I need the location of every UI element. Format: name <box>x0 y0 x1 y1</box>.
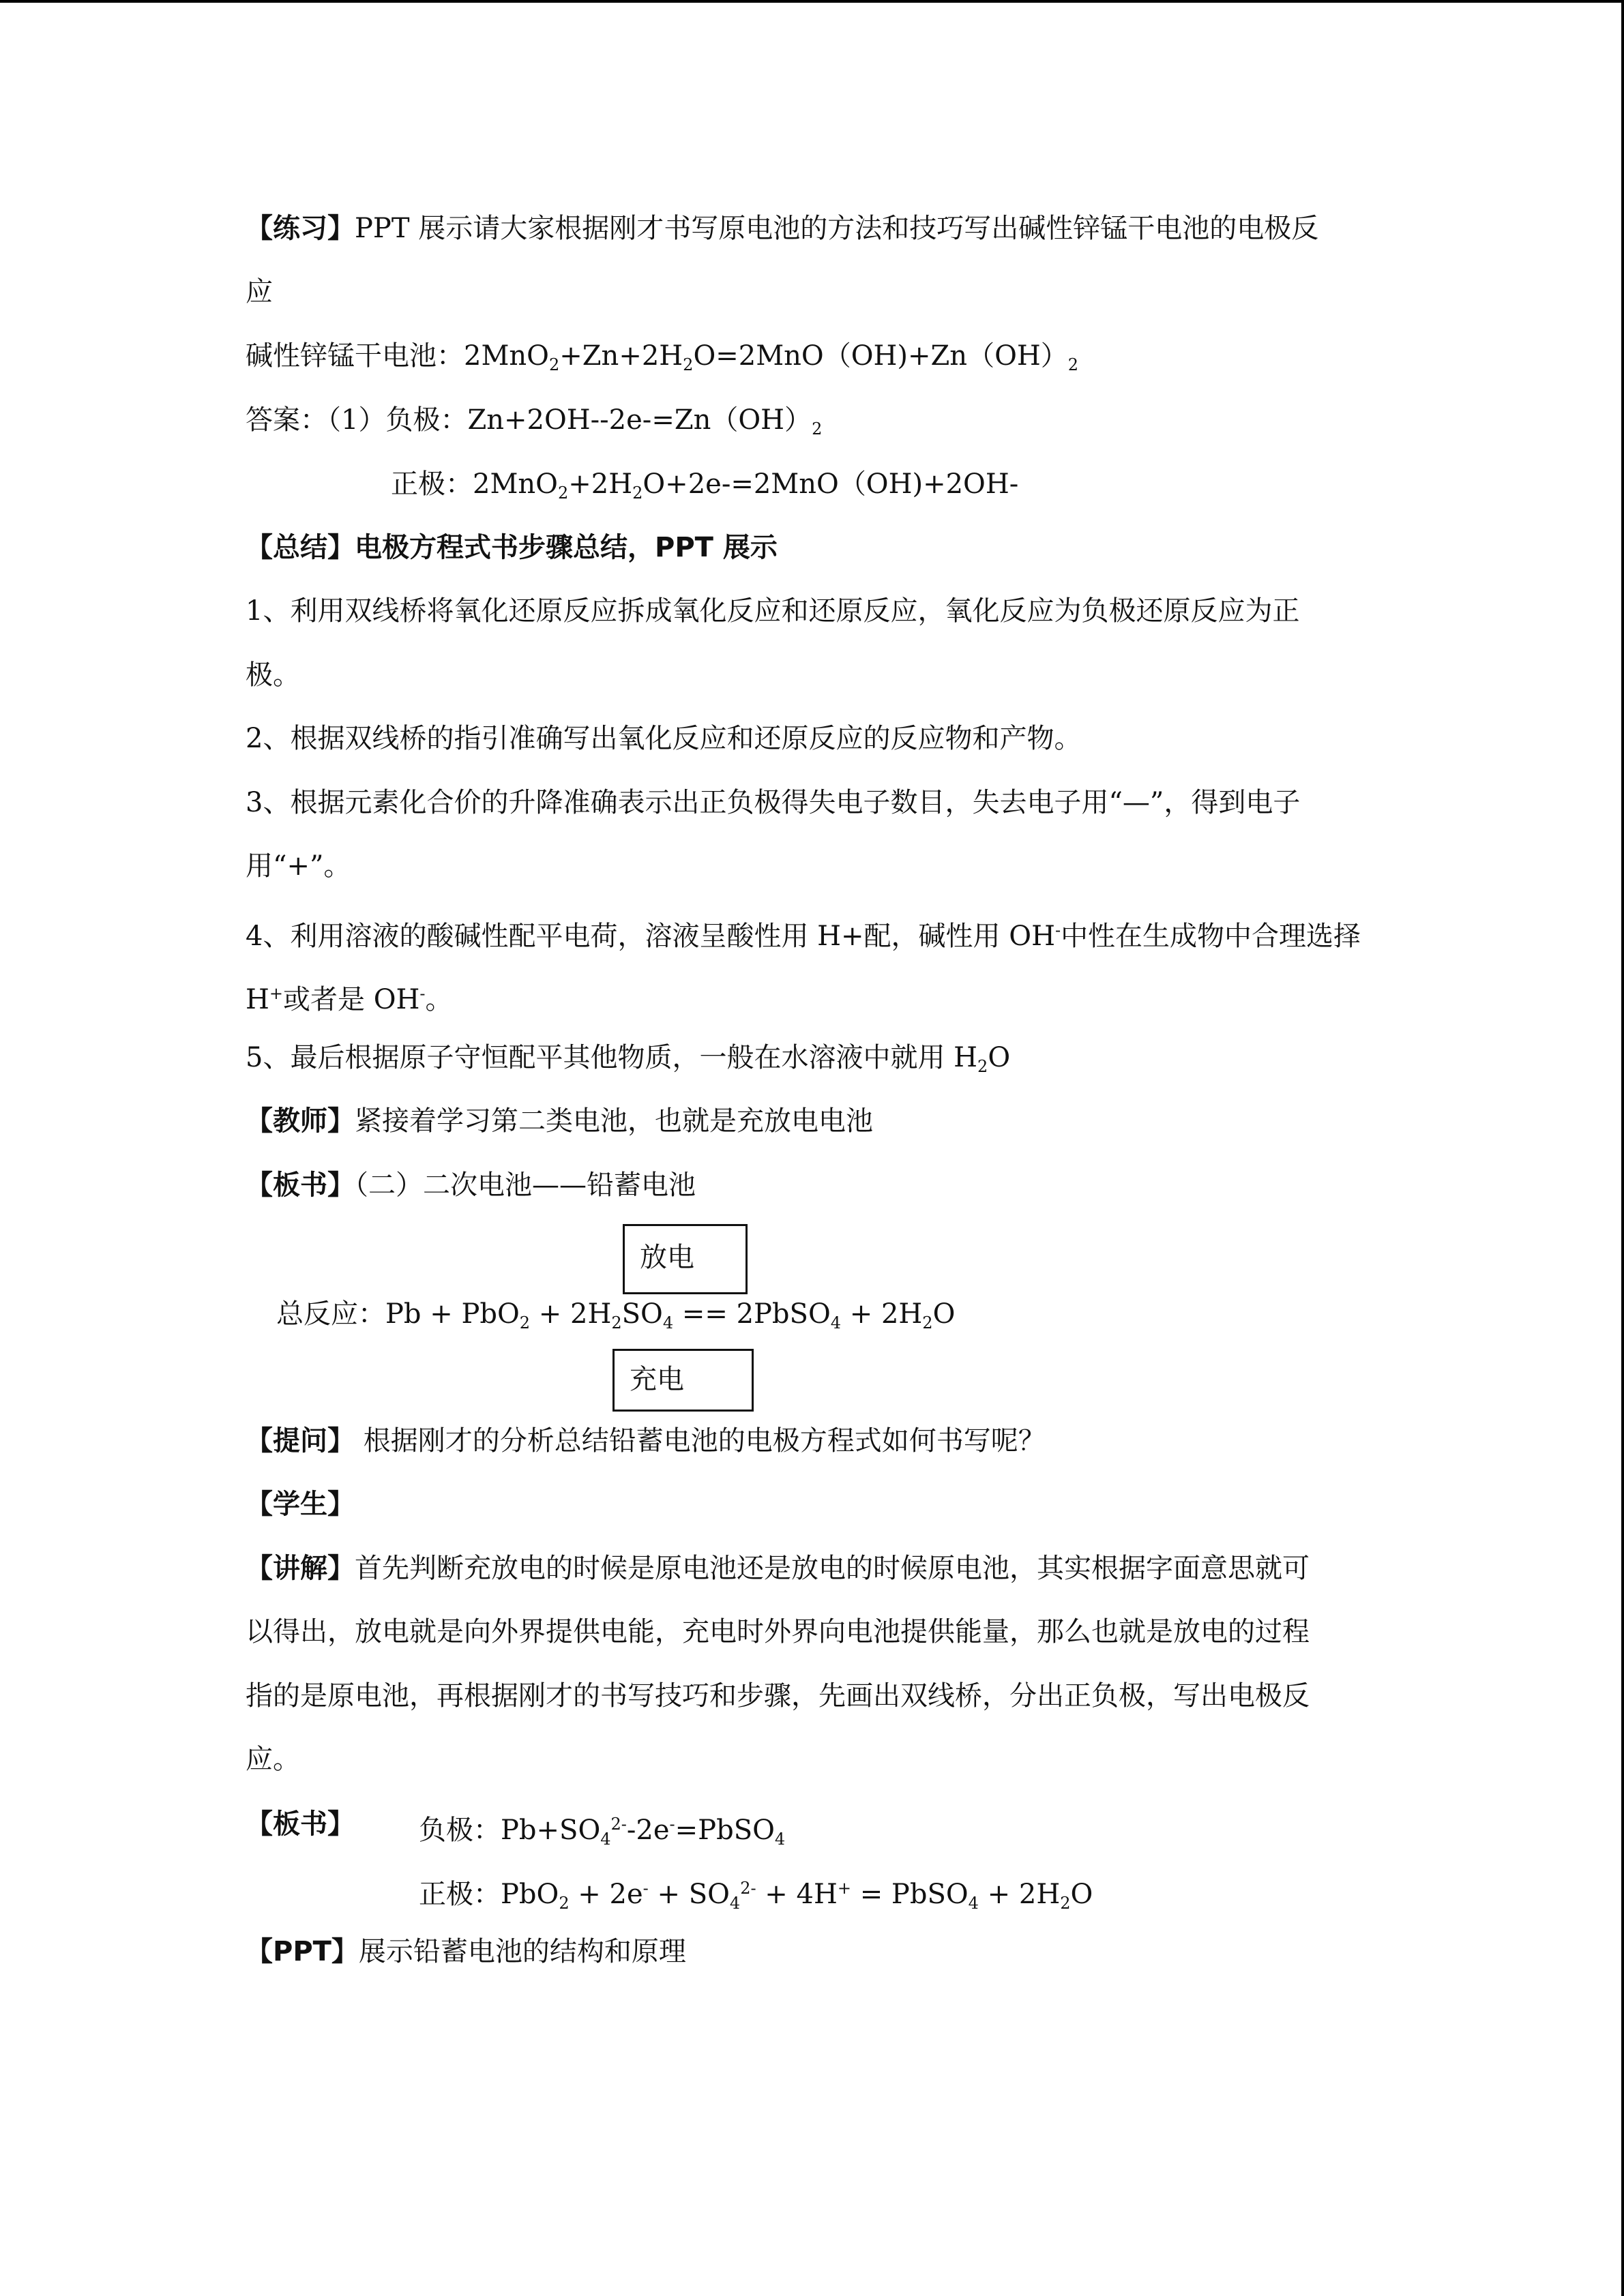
practice-line <box>246 212 1318 245</box>
eq-part: + 2H <box>978 1879 1061 1910</box>
step-4-cont <box>246 977 453 1015</box>
eq-part: + 2H <box>841 1298 923 1330</box>
alkaline-equation <box>246 340 1078 372</box>
practice-text: PPT 展示请大家根据刚才书写原电池的方法和技巧写出碱性锌锰干电池的电极反 <box>355 213 1319 244</box>
eq-sub: 2 <box>519 1313 531 1332</box>
eq-sub: 4 <box>662 1313 674 1332</box>
practice-line-cont <box>246 275 273 308</box>
eq-part: O <box>1070 1879 1093 1910</box>
discharge-box <box>623 1224 748 1294</box>
board-line-1 <box>246 1169 696 1202</box>
eq-part: O=2MnO（OH)+Zn（OH） <box>693 340 1068 372</box>
eq-sub: 4 <box>600 1830 611 1849</box>
reaction-label: 总反应： <box>276 1298 385 1330</box>
eq-part: PbO <box>501 1879 559 1910</box>
eq-part: 2MnO <box>464 340 549 372</box>
eq-part: + 4H <box>756 1879 838 1910</box>
eq-sub: 2 <box>559 1894 570 1913</box>
answer-pos-label: 正极： <box>391 468 473 500</box>
summary-tag: 【总结】 <box>246 532 355 563</box>
step-text: 。 <box>425 984 453 1015</box>
step-3 <box>246 786 1300 819</box>
eq-part: =PbSO <box>675 1815 775 1846</box>
practice-tag: 【练习】 <box>246 213 355 244</box>
explain-text: 应。 <box>246 1744 300 1775</box>
eq-sub: 2 <box>922 1313 933 1332</box>
eq-sup: - <box>1054 921 1061 940</box>
step-3-cont <box>246 850 351 882</box>
step-text: 用“+”。 <box>246 850 351 882</box>
eq-sup: - <box>419 984 426 1003</box>
eq-part: Pb + PbO <box>385 1298 520 1330</box>
board2-tag-line <box>246 1808 355 1840</box>
explain-text: 以得出，放电就是向外界提供电能，充电时外界向电池提供能量，那么也就是放电的过程 <box>246 1616 1310 1648</box>
ppt-line <box>246 1935 686 1968</box>
answer-positive <box>391 468 1018 501</box>
eq-part: SO <box>621 1298 663 1330</box>
eq-part: O+2e-=2MnO（OH)+2OH- <box>643 468 1019 500</box>
neg-label: 负极： <box>419 1815 501 1846</box>
eq-sub: 2 <box>611 1313 622 1332</box>
teacher-tag: 【教师】 <box>246 1105 355 1137</box>
step-2 <box>246 722 1081 755</box>
answer-negative <box>246 404 822 436</box>
eq-part: + SO <box>648 1879 730 1910</box>
discharge-label: 放电 <box>640 1242 694 1273</box>
explain-line-1 <box>246 1552 1310 1585</box>
question-line <box>246 1425 1046 1457</box>
explain-tag: 【讲解】 <box>246 1553 355 1584</box>
eq-part: +Zn+2H <box>559 340 683 372</box>
explain-text: 指的是原电池，再根据刚才的书写技巧和步骤，先画出双线桥，分出正负极，写出电极反 <box>246 1680 1310 1712</box>
teacher-line <box>246 1105 873 1137</box>
step-text: 4、利用溶液的酸碱性配平电荷，溶液呈酸性用 H+配，碱性用 OH <box>246 921 1055 952</box>
eq-part: = PbSO <box>851 1879 969 1910</box>
question-text: 根据刚才的分析总结铅蓄电池的电极方程式如何书写呢？ <box>355 1425 1046 1457</box>
eq-sup: + <box>837 1879 851 1898</box>
board2-positive <box>419 1872 1093 1913</box>
page-top-border <box>0 0 1624 3</box>
eq-sub: 2 <box>683 355 694 374</box>
step-1 <box>246 595 1299 627</box>
eq-part: O <box>932 1298 956 1330</box>
step-text: 或者是 OH <box>283 984 420 1015</box>
page-right-border <box>1621 0 1624 2296</box>
student-line <box>246 1488 355 1521</box>
eq-sub: 4 <box>968 1894 979 1913</box>
alkaline-label: 碱性锌锰干电池： <box>246 340 464 372</box>
ppt-tag: 【PPT】 <box>246 1936 359 1967</box>
eq-sub: 4 <box>729 1894 741 1913</box>
eq-sub: 2 <box>548 355 560 374</box>
board-tag: 【板书】 <box>246 1169 355 1201</box>
explain-line-3 <box>246 1680 1310 1712</box>
eq-sub: 2 <box>977 1057 988 1076</box>
step-text: 5、最后根据原子守恒配平其他物质，一般在水溶液中就用 H <box>246 1042 978 1073</box>
total-reaction <box>276 1298 955 1330</box>
eq-sup: - <box>669 1815 675 1834</box>
eq-part: + 2e <box>569 1879 643 1910</box>
teacher-text: 紧接着学习第二类电池，也就是充放电电池 <box>355 1105 873 1137</box>
eq-sub: 2 <box>1067 355 1079 374</box>
charge-label: 充电 <box>630 1364 684 1395</box>
eq-sub: 4 <box>774 1830 786 1849</box>
board2-negative <box>419 1808 786 1849</box>
explain-line-4 <box>246 1743 300 1776</box>
eq-sub: 2 <box>1060 1894 1071 1913</box>
eq-sub: 2 <box>812 419 823 438</box>
step-1-cont <box>246 659 300 691</box>
eq-part: Pb+SO <box>501 1815 601 1846</box>
board2-tag: 【板书】 <box>246 1808 355 1840</box>
question-tag: 【提问】 <box>246 1425 355 1457</box>
eq-part: -2e <box>626 1815 670 1846</box>
step-text: 中性在生成物中合理选择 <box>1061 921 1361 952</box>
summary-line <box>246 531 778 564</box>
pos-label: 正极： <box>419 1879 501 1910</box>
eq-sup: - <box>643 1879 649 1898</box>
eq-sub: 2 <box>557 483 569 503</box>
step-text: 极。 <box>246 659 300 691</box>
board-text: （二）二次电池——铅蓄电池 <box>355 1169 696 1201</box>
step-text: 2、根据双线桥的指引准确写出氧化反应和还原反应的反应物和产物。 <box>246 723 1082 754</box>
charge-box <box>612 1349 754 1412</box>
step-text: H <box>246 984 269 1015</box>
step-4 <box>246 914 1361 952</box>
eq-part: == 2PbSO <box>673 1298 831 1330</box>
step-text: 3、根据元素化合价的升降准确表示出正负极得失电子数目，失去电子用“—”，得到电子 <box>246 787 1301 818</box>
practice-text-cont: 应 <box>246 276 273 308</box>
eq-sub: 4 <box>830 1313 842 1332</box>
summary-text: 电极方程式书步骤总结，PPT 展示 <box>355 532 778 563</box>
ppt-text: 展示铅蓄电池的结构和原理 <box>358 1936 686 1967</box>
step-text: O <box>988 1042 1011 1073</box>
eq-sup: 2- <box>610 1815 627 1834</box>
eq-part: + 2H <box>530 1298 612 1330</box>
answer-label: 答案：（1）负极： <box>246 404 468 436</box>
eq-part: +2H <box>568 468 633 500</box>
answer-neg-eq: Zn+2OH--2e-=Zn（OH） <box>467 404 812 436</box>
explain-line-2 <box>246 1615 1310 1648</box>
eq-sub: 2 <box>632 483 643 503</box>
step-5 <box>246 1041 1010 1074</box>
explain-text: 首先判断充放电的时候是原电池还是放电的时候原电池，其实根据字面意思就可 <box>355 1553 1310 1584</box>
eq-part: 2MnO <box>473 468 558 500</box>
step-text: 1、利用双线桥将氧化还原反应拆成氧化反应和还原反应，氧化反应为负极还原反应为正 <box>246 595 1300 627</box>
eq-sup: 2- <box>740 1879 756 1898</box>
student-tag: 【学生】 <box>246 1489 355 1520</box>
eq-sup: + <box>269 984 283 1003</box>
